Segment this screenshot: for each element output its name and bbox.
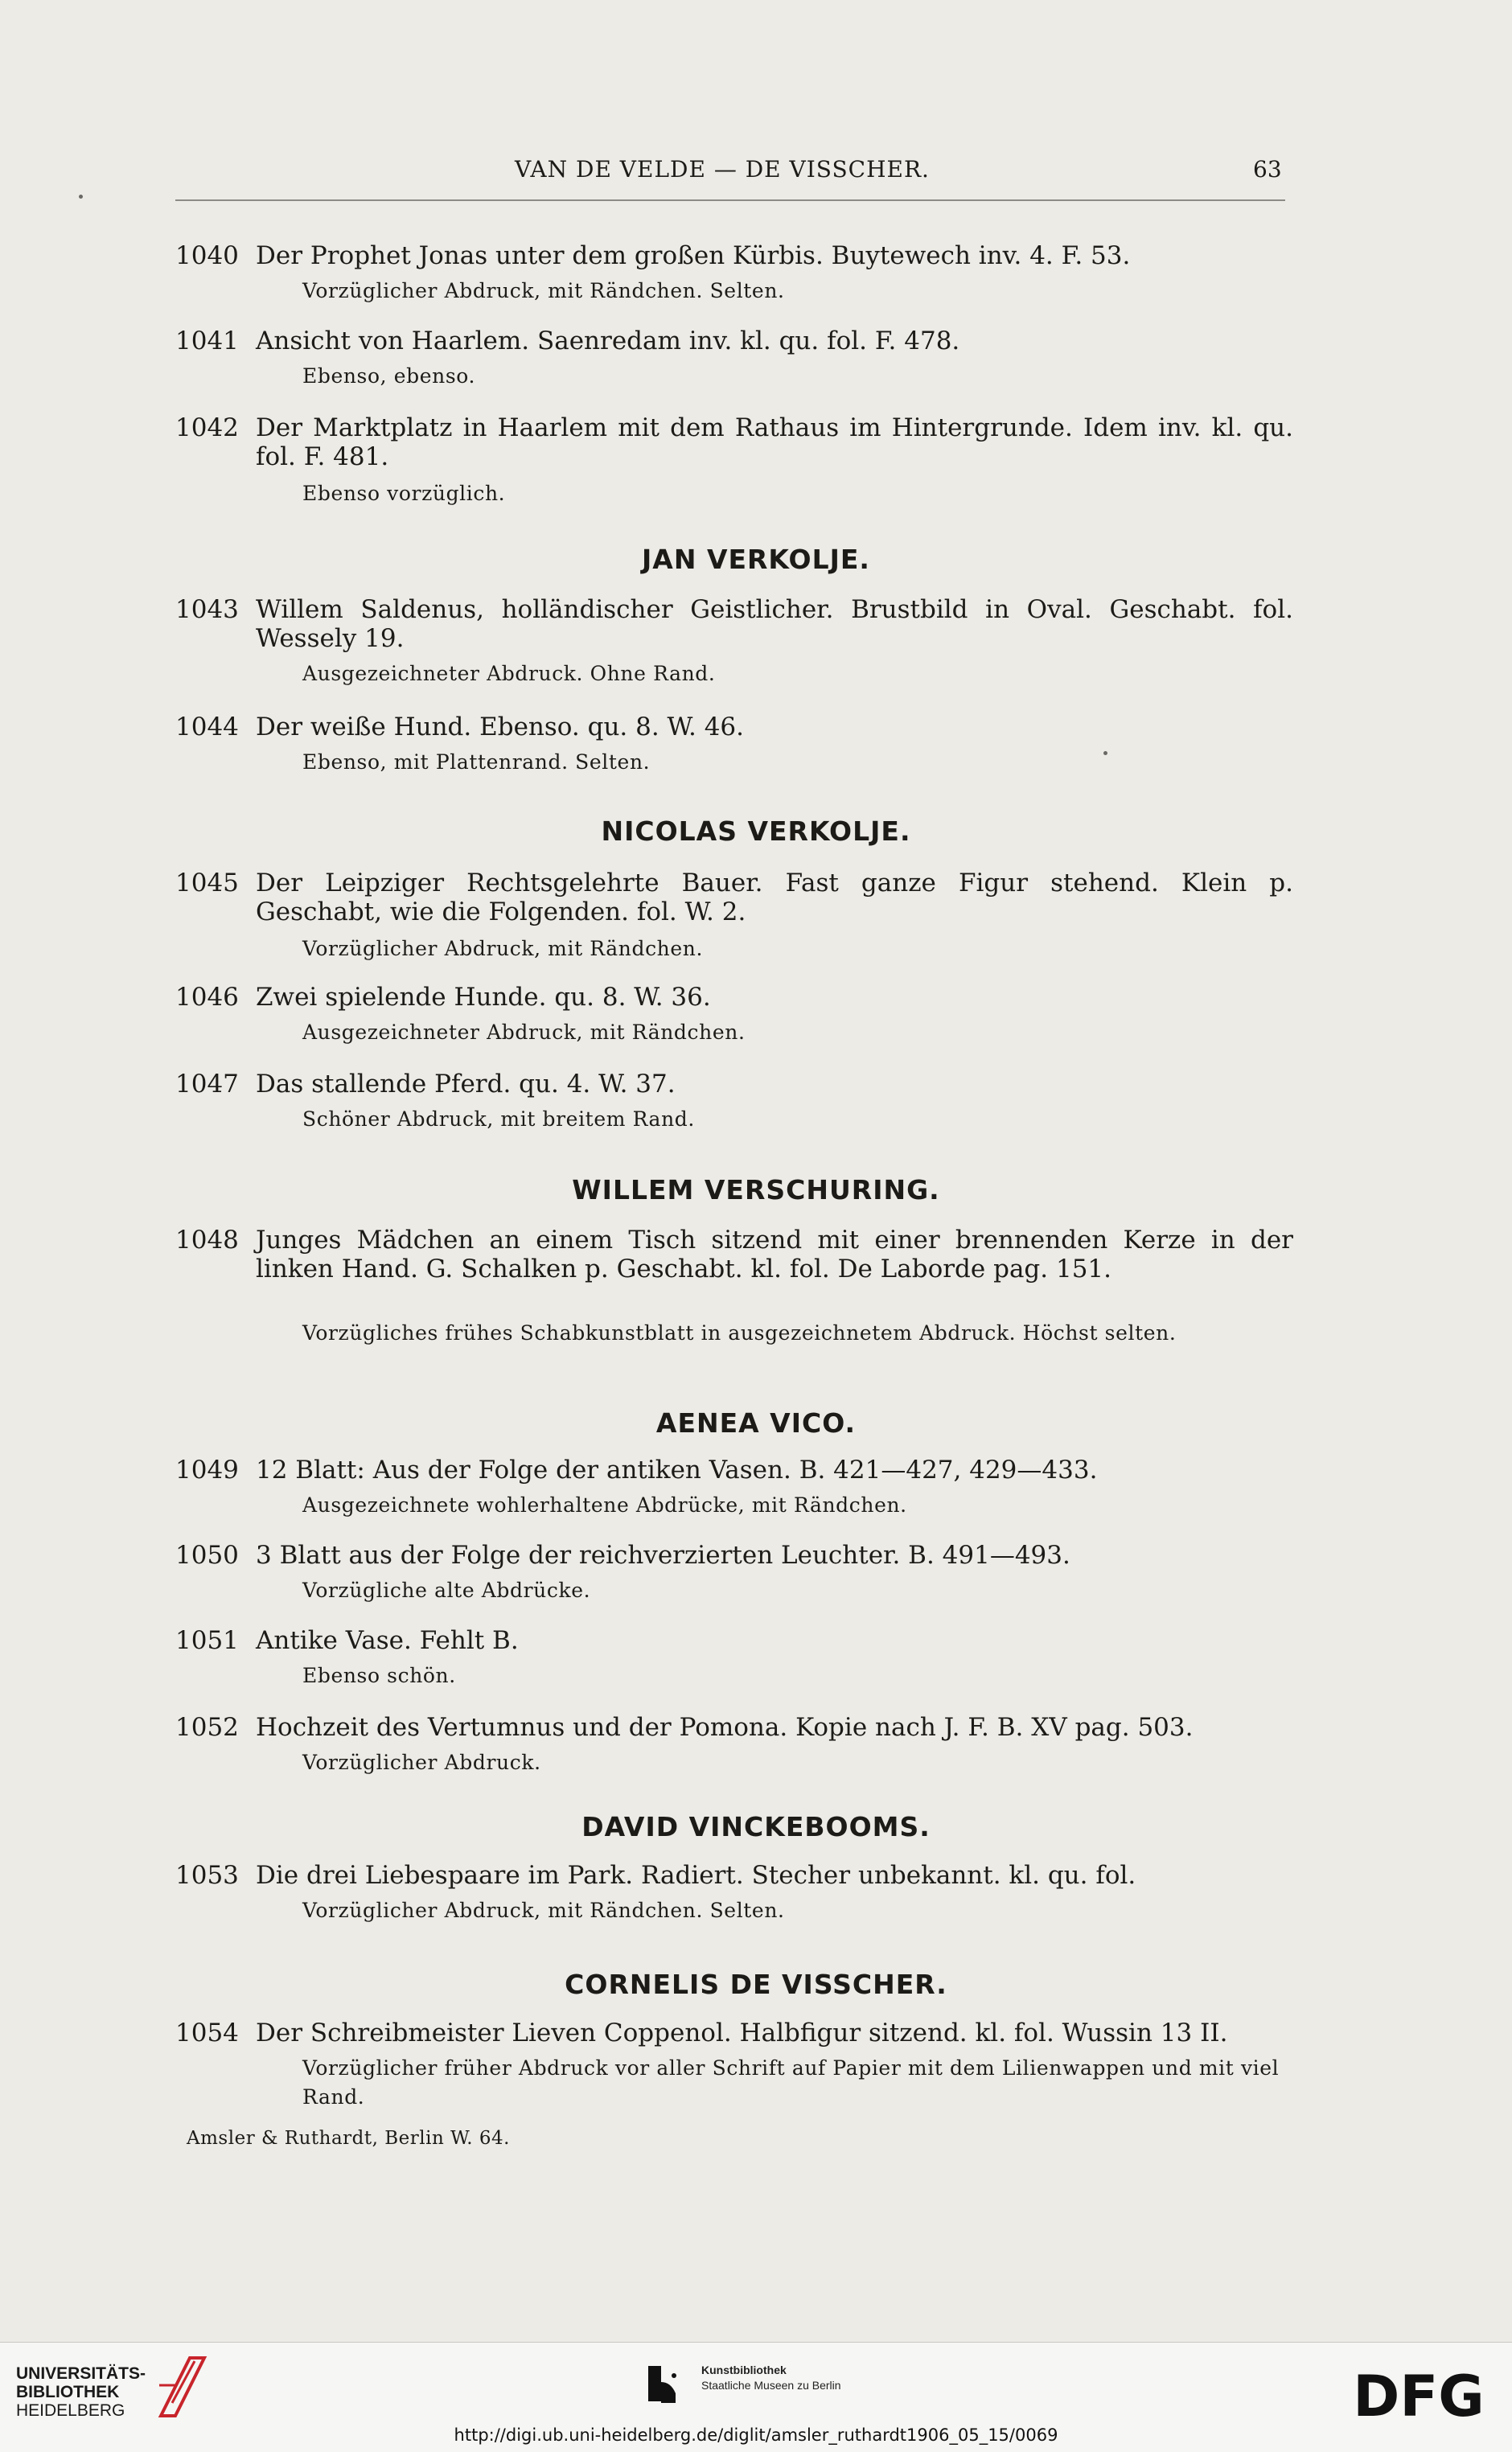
entry-title: Antike Vase. Fehlt B. bbox=[256, 1626, 519, 1655]
entry-title: Der Marktplatz in Haarlem mit dem Rathaus im Hintergrunde. Idem inv. kl. qu. fol. F. 481. bbox=[256, 413, 1293, 471]
entry-number: 1054 bbox=[175, 2019, 239, 2047]
entry-title: Der weiße Hund. Ebenso. qu. 8. W. 46. bbox=[256, 713, 745, 741]
running-header: VAN DE VELDE — DE VISSCHER. bbox=[515, 156, 930, 183]
kb-subtitle: Staatliche Museen zu Berlin bbox=[701, 2379, 841, 2392]
dfg-text: DFG bbox=[1353, 2366, 1485, 2424]
artist-heading: AENEA VICO. bbox=[655, 1407, 857, 1439]
artist-heading: JAN VERKOLJE. bbox=[642, 544, 870, 575]
entry-note: Vorzüglicher früher Abdruck vor aller Schrift auf Papier mit dem Lilienwappen und mit viel Rand. bbox=[302, 2056, 1280, 2109]
artist-heading: DAVID VINCKEBOOMS. bbox=[581, 1811, 931, 1842]
entry-number: 1048 bbox=[175, 1226, 239, 1255]
entry-number: 1043 bbox=[175, 595, 239, 624]
entry-title: Ansicht von Haarlem. Saenredam inv. kl. qu. fol. F. 478. bbox=[256, 327, 960, 355]
entry-note: Ausgezeichnete wohlerhaltene Abdrücke, mit Rändchen. bbox=[302, 1493, 907, 1517]
entry-number: 1040 bbox=[175, 241, 239, 270]
entry-title: 12 Blatt: Aus der Folge der antiken Vasen. B. 421—427, 429—433. bbox=[256, 1456, 1098, 1485]
university-library-logo[interactable] bbox=[16, 2364, 146, 2420]
entry-number: 1049 bbox=[175, 1456, 239, 1485]
artist-heading: NICOLAS VERKOLJE. bbox=[601, 815, 911, 847]
entry-title: Junges Mädchen an einem Tisch sitzend mit einer brennenden Kerze in der linken Hand. G. Schalken p. Geschabt. kl. fol. De Laborde pag. 151. bbox=[256, 1226, 1293, 1284]
entry-number: 1046 bbox=[175, 983, 239, 1012]
entry-number: 1042 bbox=[175, 413, 239, 442]
page-number: 63 bbox=[1253, 156, 1282, 183]
kunstbibliothek-icon bbox=[645, 2364, 687, 2406]
entry-number: 1045 bbox=[175, 869, 239, 897]
publisher-footer: Amsler & Ruthardt, Berlin W. 64. bbox=[187, 2128, 510, 2149]
entry-title: Der Leipziger Rechtsgelehrte Bauer. Fast ganze Figur stehend. Klein p. Geschabt, wie die Folgenden. fol. W. 2. bbox=[256, 869, 1293, 926]
entry-title: Der Prophet Jonas unter dem großen Kürbis. Buytewech inv. 4. F. 53. bbox=[256, 241, 1131, 270]
entry-number: 1050 bbox=[175, 1541, 239, 1570]
entry-title: Willem Saldenus, holländischer Geistlicher. Brustbild in Oval. Geschabt. fol. Wessely 19. bbox=[256, 595, 1293, 653]
entry-note: Vorzüglicher Abdruck. bbox=[302, 1751, 541, 1774]
ub-logo-line: UNIVERSITÄTS- bbox=[16, 2364, 146, 2383]
entry-title: Das stallende Pferd. qu. 4. W. 37. bbox=[256, 1070, 676, 1099]
page-url[interactable]: http://digi.ub.uni-heidelberg.de/diglit/amsler_ruthardt1906_05_15/0069 bbox=[454, 2425, 1058, 2445]
entry-title: 3 Blatt aus der Folge der reichverzierten Leuchter. B. 491—493. bbox=[256, 1541, 1070, 1570]
entry-note: Vorzügliche alte Abdrücke. bbox=[302, 1579, 591, 1602]
kb-title: Kunstbibliothek bbox=[701, 2364, 787, 2376]
entry-note: Ebenso vorzüglich. bbox=[302, 482, 506, 505]
entry-note: Ebenso schön. bbox=[302, 1664, 456, 1687]
entry-number: 1044 bbox=[175, 713, 239, 741]
entry-number: 1052 bbox=[175, 1713, 239, 1742]
entry-note: Ausgezeichneter Abdruck. Ohne Rand. bbox=[302, 662, 716, 685]
ub-emblem-icon bbox=[154, 2353, 211, 2419]
entry-note: Vorzüglicher Abdruck, mit Rändchen. Selten. bbox=[302, 279, 785, 302]
entry-number: 1053 bbox=[175, 1861, 239, 1890]
ub-logo-line: BIBLIOTHEK bbox=[16, 2383, 120, 2401]
entry-title: Zwei spielende Hunde. qu. 8. W. 36. bbox=[256, 983, 711, 1012]
entry-note: Vorzüglicher Abdruck, mit Rändchen. Selten. bbox=[302, 1899, 785, 1922]
dfg-logo[interactable] bbox=[1338, 2366, 1499, 2424]
kunstbibliothek-label[interactable] bbox=[701, 2363, 841, 2393]
entry-title: Hochzeit des Vertumnus und der Pomona. Kopie nach J. F. B. XV pag. 503. bbox=[256, 1713, 1194, 1742]
artist-heading: WILLEM VERSCHURING. bbox=[572, 1174, 940, 1205]
entry-title: Die drei Liebespaare im Park. Radiert. Stecher unbekannt. kl. qu. fol. bbox=[256, 1861, 1136, 1890]
header-rule bbox=[175, 199, 1285, 201]
ub-logo-line: HEIDELBERG bbox=[16, 2401, 125, 2420]
entry-note: Schöner Abdruck, mit breitem Rand. bbox=[302, 1107, 695, 1131]
artist-heading: CORNELIS DE VISSCHER. bbox=[565, 1969, 947, 2000]
entry-note: Ausgezeichneter Abdruck, mit Rändchen. bbox=[302, 1021, 746, 1044]
entry-note: Vorzüglicher Abdruck, mit Rändchen. bbox=[302, 937, 704, 960]
scan-speck bbox=[79, 195, 83, 199]
entry-note: Ebenso, ebenso. bbox=[302, 364, 476, 388]
entry-number: 1047 bbox=[175, 1070, 239, 1099]
entry-number: 1051 bbox=[175, 1626, 239, 1655]
entry-note: Ebenso, mit Plattenrand. Selten. bbox=[302, 750, 651, 774]
entry-number: 1041 bbox=[175, 327, 239, 355]
entry-note: Vorzügliches frühes Schabkunstblatt in ausgezeichnetem Abdruck. Höchst selten. bbox=[302, 1321, 1177, 1345]
entry-title: Der Schreibmeister Lieven Coppenol. Halbfigur sitzend. kl. fol. Wussin 13 II. bbox=[256, 2019, 1228, 2047]
